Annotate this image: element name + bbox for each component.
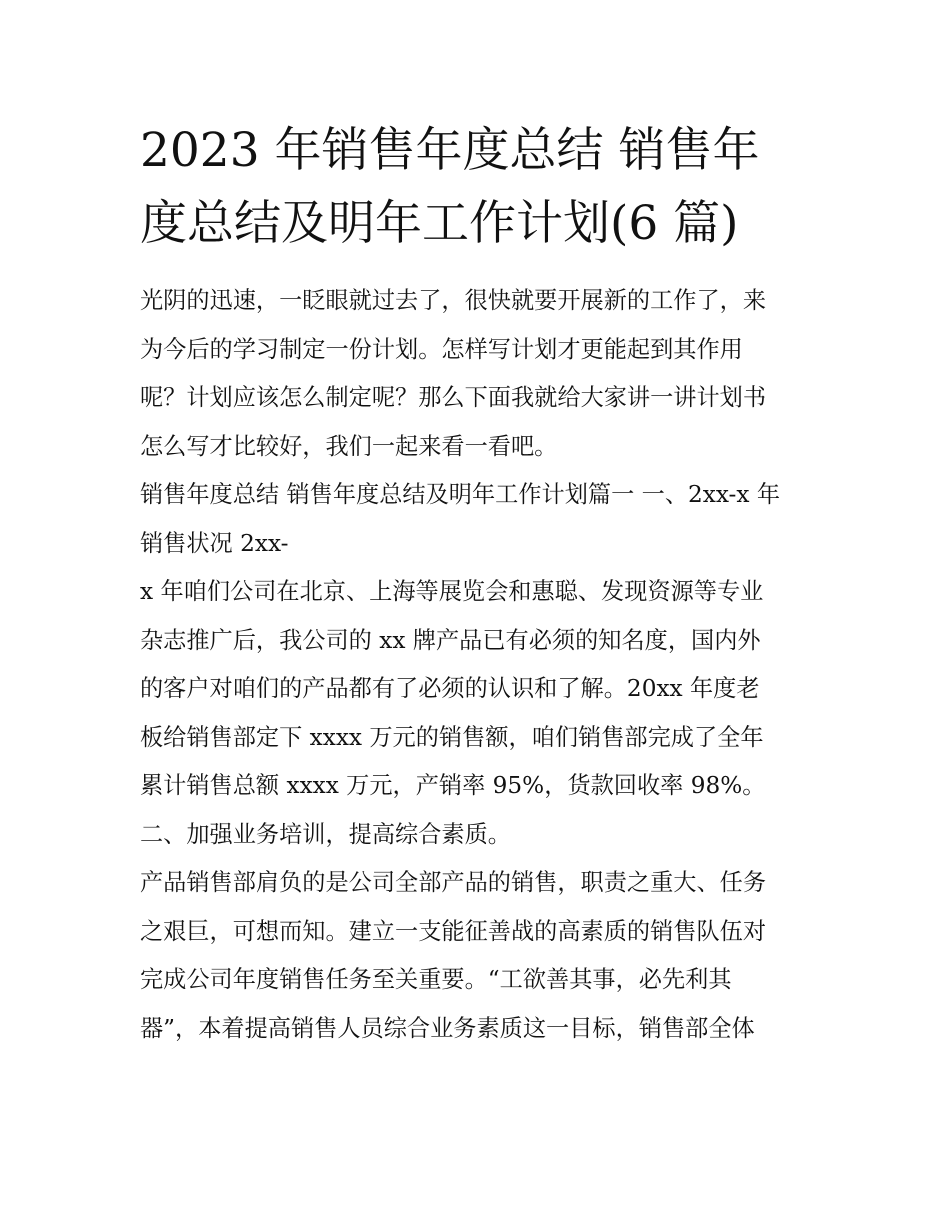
paragraph-section-two-heading	[140, 811, 820, 860]
text-line: 呢？计划应该怎么制定呢？那么下面我就给大家讲一讲计划书	[140, 384, 767, 411]
text-line: 器”，本着提高销售人员综合业务素质这一目标，销售部全体	[140, 1014, 755, 1042]
text-line: 杂志推广后，我公司的 xx 牌产品已有必须的知名度，国内外	[140, 626, 761, 654]
paragraph-intro	[140, 277, 820, 471]
text-line: 产品销售部肩负的是公司全部产品的销售，职责之重大、任务	[140, 869, 767, 896]
text-line: 销售状况 2xx-	[140, 529, 289, 557]
paragraph-sales-status	[140, 568, 820, 811]
document-title	[140, 114, 820, 260]
text-line: 之艰巨，可想而知。建立一支能征善战的高素质的销售队伍对	[140, 917, 767, 945]
text-line: 销售年度总结 销售年度总结及明年工作计划篇一 一、2xx-x 年	[140, 481, 781, 508]
text-line: 光阴的迅速，一眨眼就过去了，很快就要开展新的工作了，来	[140, 287, 767, 314]
paragraph-section-one-heading	[140, 471, 820, 568]
text-line: 怎么写才比较好，我们一起来看一看吧。	[140, 432, 558, 460]
text-line: 完成公司年度销售任务至关重要。“工欲善其事，必先利其	[140, 966, 732, 993]
text-line: 板给销售部定下 xxxx 万元的销售额，咱们销售部完成了全年	[140, 723, 764, 751]
text-line: 为今后的学习制定一份计划。怎样写计划才更能起到其作用	[140, 335, 743, 363]
document-body	[140, 277, 820, 1053]
text-line: 二、加强业务培训，提高综合素质。	[140, 820, 511, 848]
text-line: x 年咱们公司在北京、上海等展览会和惠聪、发现资源等专业	[140, 578, 764, 605]
title-line: 2023 年销售年度总结 销售年	[140, 123, 760, 178]
text-line: 的客户对咱们的产品都有了必须的认识和了解。20xx 年度老	[140, 675, 760, 702]
paragraph-training	[140, 859, 820, 1053]
title-line: 度总结及明年工作计划(6 篇)	[140, 196, 739, 251]
text-line: 累计销售总额 xxxx 万元，产销率 95%，货款回收率 98%。	[140, 772, 766, 799]
